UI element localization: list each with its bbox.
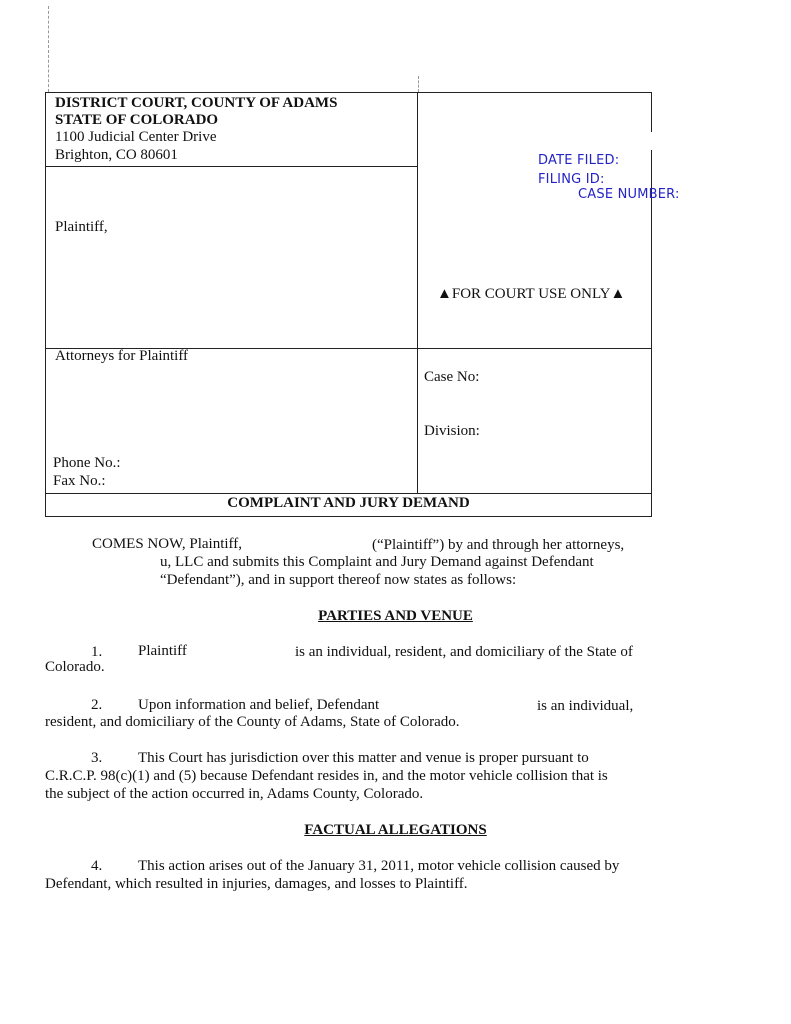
para-3-text-a: This Court has jurisdiction over this matter and venue is proper pursuant to	[138, 750, 589, 766]
parties-heading: PARTIES AND VENUE	[318, 608, 473, 624]
intro-line-2: u, LLC and submits this Complaint and Jury Demand against Defendant	[160, 554, 594, 570]
para-2-text-a: Upon information and belief, Defendant	[138, 697, 380, 713]
case-no-label: Case No:	[424, 369, 480, 385]
intro-line-1b: (“Plaintiff”) by and through her attorneys,	[372, 537, 625, 553]
document-title: COMPLAINT AND JURY DEMAND	[227, 495, 470, 511]
phone-label: Phone No.:	[53, 455, 121, 471]
court-name: DISTRICT COURT, COUNTY OF ADAMS	[55, 95, 338, 111]
para-2-number: 2.	[91, 697, 103, 713]
scan-artifact-top-left	[48, 6, 49, 92]
para-2-text-c: resident, and domiciliary of the County of Adams, State of Colorado.	[45, 714, 460, 730]
para-3-number: 3.	[91, 750, 103, 766]
court-address-line: 1100 Judicial Center Drive	[55, 129, 217, 145]
intro-line-1a: COMES NOW, Plaintiff,	[92, 536, 243, 552]
court-use-only: ▲FOR COURT USE ONLY▲	[437, 286, 626, 302]
para-2-text-b: is an individual,	[537, 698, 634, 714]
stamp-filing-id: FILING ID:	[538, 172, 605, 187]
intro-line-3: “Defendant”), and in support thereof now states as follows:	[160, 572, 517, 588]
para-3-text-c: the subject of the action occurred in, Adams County, Colorado.	[45, 786, 424, 802]
para-3-text-b: C.R.C.P. 98(c)(1) and (5) because Defendant resides in, and the motor vehicle collision that is	[45, 768, 608, 784]
para-1-text-b: is an individual, resident, and domiciliary of the State of	[295, 644, 633, 660]
scan-artifact-top-center	[418, 76, 419, 92]
para-1-number: 1.	[91, 644, 103, 660]
para-4-text-a: This action arises out of the January 31, 2011, motor vehicle collision caused by	[138, 858, 620, 874]
factual-heading: FACTUAL ALLEGATIONS	[304, 822, 487, 838]
stamp-case-number: CASE NUMBER:	[578, 187, 680, 202]
para-4-number: 4.	[91, 858, 103, 874]
plaintiff-label: Plaintiff,	[55, 219, 108, 235]
division-label: Division:	[424, 423, 480, 439]
para-1-text-c: Colorado.	[45, 659, 105, 675]
attorneys-label: Attorneys for Plaintiff	[55, 348, 189, 364]
para-4-text-b: Defendant, which resulted in injuries, damages, and losses to Plaintiff.	[45, 876, 468, 892]
court-address-line: Brighton, CO 80601	[55, 147, 178, 163]
court-state: STATE OF COLORADO	[55, 112, 219, 128]
fax-label: Fax No.:	[53, 473, 106, 489]
para-1-text-a: Plaintiff	[138, 643, 187, 659]
stamp-date-filed: DATE FILED:	[538, 153, 620, 168]
